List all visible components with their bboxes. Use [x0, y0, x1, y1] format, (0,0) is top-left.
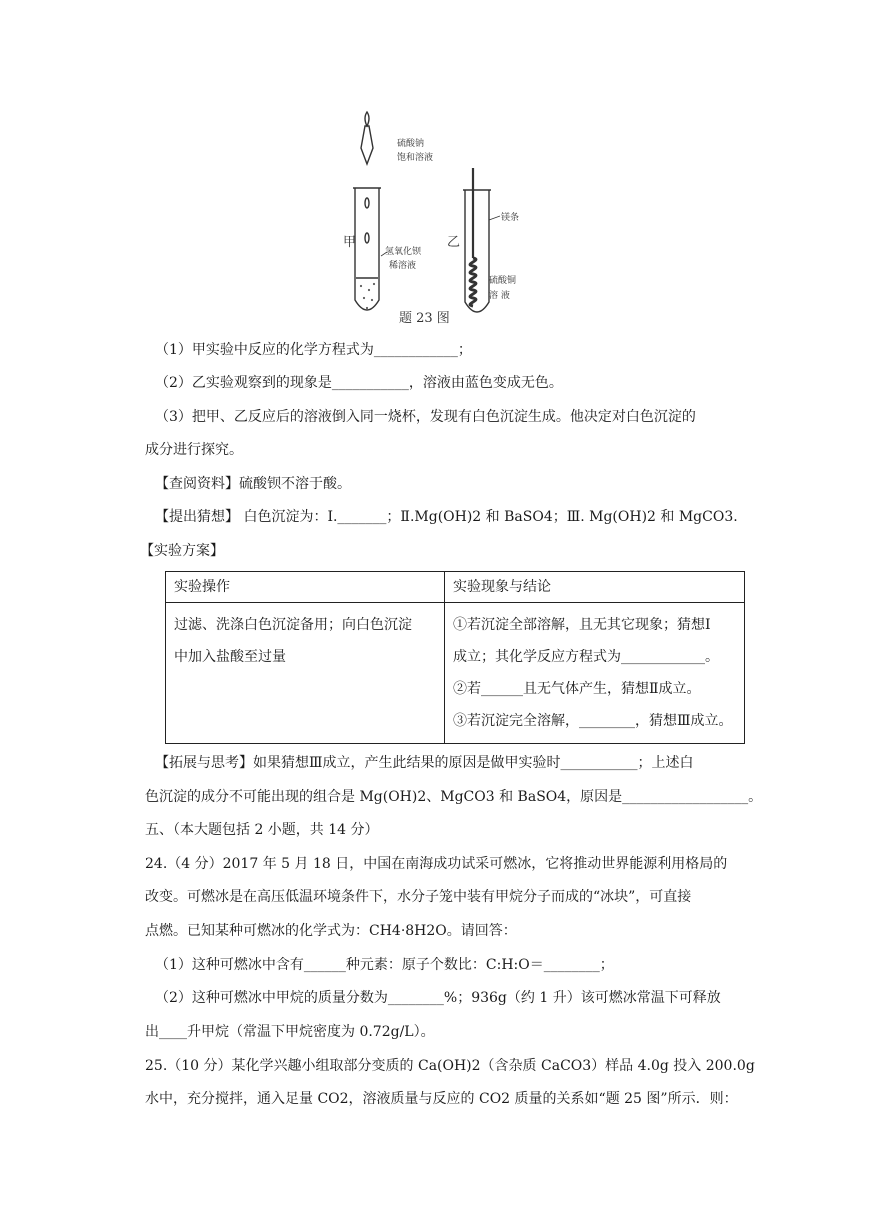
- hypothesis-line: 【提出猜想】 白色沉淀为：Ⅰ._______；Ⅱ.Mg(OH)2 和 BaSO4；Ⅲ. Mg(OH)2 和 MgCO3.: [155, 509, 738, 525]
- liquid-jia-dots: [360, 283, 375, 309]
- q24-sub-2-cont: 出____升甲烷（常温下甲烷密度为 0.72g/L）。: [145, 1024, 435, 1040]
- experiment-table: [165, 571, 745, 744]
- section-heading: 五、（本大题包括 2 小题，共 14 分）: [145, 822, 379, 838]
- experiment-figure: [343, 108, 535, 330]
- dropper-tube: [361, 126, 373, 164]
- q24-line-3: 点燃。已知某种可燃冰的化学式为：CH4·8H2O。请回答：: [145, 923, 517, 939]
- tube-yi: [465, 190, 489, 312]
- label-jia: 甲: [343, 235, 357, 250]
- operation-line-1: 过滤、洗涤白色沉淀备用；向白色沉淀: [174, 617, 412, 633]
- extension-line-cont: 色沉淀的成分不可能出现的组合是 Mg(OH)2、MgCO3 和 BaSO4，原因是__________________。: [145, 789, 763, 805]
- tube-yi-label-2: 溶 液: [489, 291, 510, 301]
- dropper-label-1: 硫酸钠: [397, 139, 425, 149]
- operation-line-2: 中加入盐酸至过量: [174, 649, 286, 665]
- plan-heading: 【实验方案】: [140, 543, 224, 559]
- tube-yi-label-1: 硫酸铜: [489, 276, 517, 286]
- q3-line: （3）把甲、乙反应后的溶液倒入同一烧杯，发现有白色沉淀生成。他决定对白色沉淀的: [155, 409, 696, 425]
- coil: [470, 258, 476, 306]
- dropper-bulb: [365, 112, 369, 126]
- table-cell-operation: [166, 603, 445, 744]
- q25-line-2: 水中，充分搅拌，通入足量 CO2，溶液质量与反应的 CO2 质量的关系如“题 25 图”所示．则：: [145, 1091, 738, 1107]
- q24-sub-1: （1）这种可燃冰中含有______种元素：原子个数比：C:H:O＝________；: [155, 957, 614, 973]
- result-line-2: 成立；其化学反应方程式为____________。: [453, 649, 719, 665]
- reference-line: 【查阅资料】硫酸钡不溶于酸。: [155, 476, 351, 492]
- dropper-label-2: 饱和溶液: [397, 153, 434, 163]
- q3-line-cont: 成分进行探究。: [145, 442, 243, 458]
- result-line-3: ②若______且无气体产生，猜想Ⅱ成立。: [453, 681, 701, 697]
- q24-line-1: 24.（4 分）2017 年 5 月 18 日，中国在南海成功试采可燃冰，它将推动世界能源利用格局的: [145, 856, 728, 872]
- strip-label: 镁条: [501, 213, 520, 223]
- tube-jia-label-1: 氢氧化钡: [385, 247, 422, 257]
- q24-line-2: 改变。可燃冰是在高压低温环境条件下，水分子笼中装有甲烷分子而成的“冰块”，可直接: [145, 889, 692, 905]
- tube-jia-label-2: 稀溶液: [389, 261, 417, 271]
- result-line-4: ③若沉淀完全溶解，________，猜想Ⅲ成立。: [453, 713, 733, 729]
- figure-caption: 题 23 图: [399, 311, 450, 326]
- table-header-operation: 实验操作: [166, 572, 445, 603]
- tube-jia: [355, 188, 379, 310]
- q24-sub-2: （2）这种可燃冰中甲烷的质量分数为________%；936g（约 1 升）该可燃冰常温下可释放: [155, 990, 721, 1006]
- table-header-result: 实验现象与结论: [445, 572, 745, 603]
- q25-line-1: 25.（10 分）某化学兴趣小组取部分变质的 Ca(OH)2（含杂质 CaCO3）样品 4.0g 投入 200.0g: [145, 1058, 755, 1074]
- extension-line: 【拓展与思考】如果猜想Ⅲ成立，产生此结果的原因是做甲实验时___________；上述白: [155, 755, 694, 771]
- table-cell-result: [445, 603, 745, 744]
- result-line-1: ①若沉淀全部溶解，且无其它现象；猜想Ⅰ: [453, 617, 711, 633]
- q1-line: （1）甲实验中反应的化学方程式为____________；: [155, 342, 472, 358]
- label-yi: 乙: [447, 235, 461, 250]
- q2-line: （2）乙实验观察到的现象是___________，溶液由蓝色变成无色。: [155, 375, 563, 391]
